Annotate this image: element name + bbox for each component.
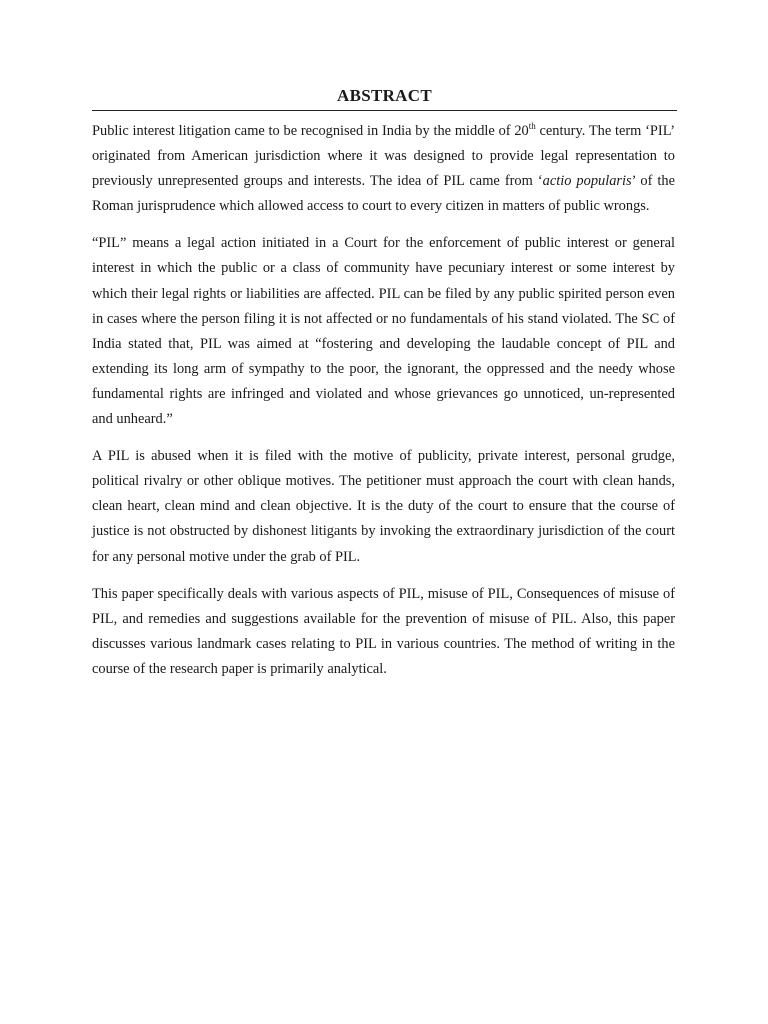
- page-title: ABSTRACT: [337, 86, 432, 105]
- paragraph-1: [92, 119, 675, 219]
- latin-term: actio popularis: [542, 173, 632, 190]
- paragraph-4: This paper specifically deals with various aspects of PIL, misuse of PIL, Consequences of misuse of PIL, and remedies and suggestions available for the prevention of misuse of PIL. Also, this paper discusses various landmark cases relating to PIL in various countries. The method of writing in the course of the research paper is primarily analytical.: [92, 585, 675, 677]
- abstract-body: [92, 119, 675, 694]
- ordinal-superscript: th: [528, 121, 536, 132]
- paragraph-1-text-a: Public interest litigation came to be recognised in India by the middle of 20: [92, 123, 529, 139]
- title-underline: [92, 110, 677, 111]
- paragraph-2: “PIL” means a legal action initiated in a Court for the enforcement of public interest or general interest in which the public or a class of community have pecuniary interest or some interest by which their legal rights or liabilities are affected. PIL can be filed by any public spirited person even in cases where the person filing it is not affected or no fundamentals of his stand violated. The SC of India stated that, PIL was aimed at “fostering and developing the laudable concept of PIL and extending its long arm of sympathy to the poor, the ignorant, the oppressed and the needy whose fundamental rights are infringed and violated and whose grievances go unnoticed, un-represented and unheard.”: [92, 235, 675, 428]
- paragraph-1-text-b: century. The term ‘PIL’ originated from American jurisdiction where it was designed to provide legal representation to previously unrepresented groups and interests. The idea of PIL came from ‘: [92, 123, 675, 190]
- paragraph-3: A PIL is abused when it is filed with the motive of publicity, private interest, personal grudge, political rivalry or other oblique motives. The petitioner must approach the court with clean hands, clean heart, clean mind and clean objective. It is the duty of the court to ensure that the course of justice is not obstructed by dishonest litigants by invoking the extraordinary jurisdiction of the court for any personal motive under the grab of PIL.: [92, 448, 675, 565]
- paragraph-1-text-c: ’ of the Roman jurisprudence which allowed access to court to every citizen in matters of public wrongs.: [92, 173, 675, 215]
